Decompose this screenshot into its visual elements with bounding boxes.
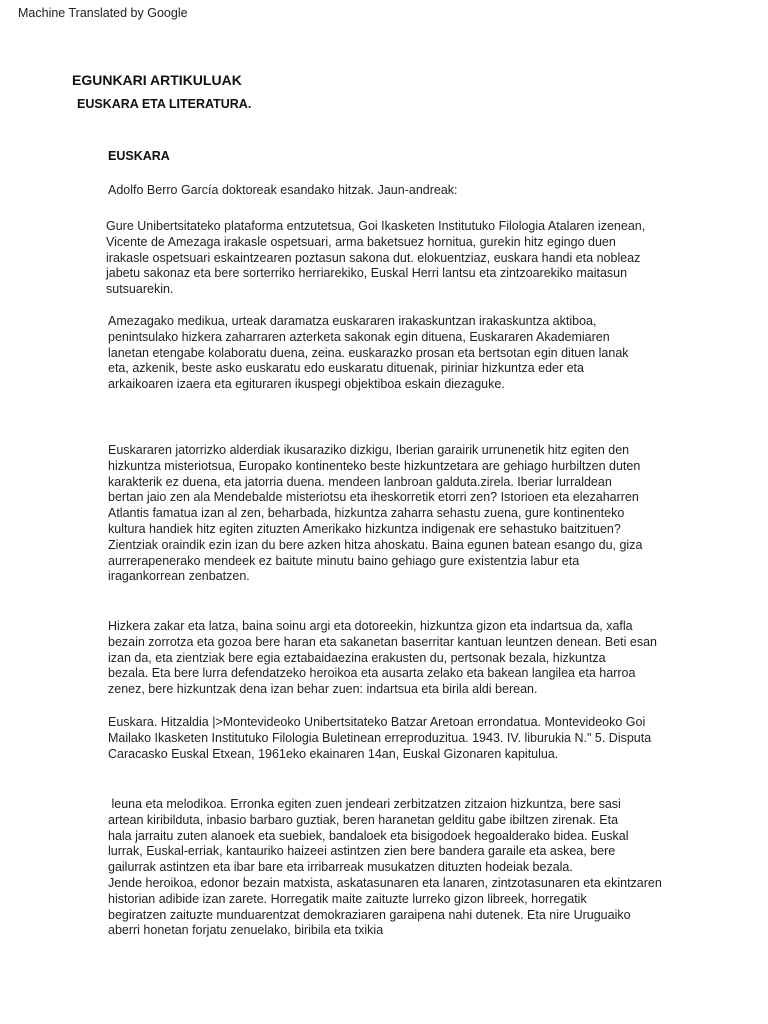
paragraph-line: hizkuntza misteriotsua, Europako kontinenteko beste hizkuntzetara are gehiago hurbiltzen duten: [108, 458, 641, 473]
paragraph-line: kultura handiek hitz egiten zituzten Amerikako hizkuntza indigenak ere sehastuko baitzituen?: [108, 521, 621, 536]
paragraph-line: hala jarraitu zuten alanoek eta suebiek, bandaloek eta bisigodoek hegoalderako bidea. Euskal: [108, 828, 629, 843]
paragraph-line: Euskararen jatorrizko alderdiak ikusaraziko dizkigu, Iberian garairik urrunenetik hitz egiten den: [108, 443, 630, 457]
paragraph-intro: [108, 183, 683, 199]
paragraph-line: Hizkera zakar eta latza, baina soinu argi eta dotoreekin, hizkuntza gizon eta indartsua da, xafla: [108, 619, 633, 633]
paragraph-line: bertan jaio zen ala Mendebalde misteriotsu eta iheskorretik etorri zen? Istorioen eta elezaharren: [108, 490, 639, 505]
paragraph-line: Atlantis famatua izan al zen, beharbada, hizkuntza zaharra sehastu zuena, gure kontinenteko: [108, 506, 625, 521]
paragraph-line: leuna eta melodikoa. Erronka egiten zuen jendeari zerbitzatzen zitzaion hizkuntza, bere sasi: [108, 797, 621, 811]
paragraph-line: Gure Unibertsitateko plataforma entzutetsua, Goi Ikasketen Institutuko Filologia Atalaren izenean,: [106, 219, 646, 233]
paragraph-line: gailurrak astintzen eta ibar bare eta irribarreak musukatzen dituzten hodeiak bezala.: [108, 860, 573, 875]
paragraph-line: Vicente de Amezaga irakasle ospetsuari, arma baketsuez hornitua, gurekin hitz egingo duen: [106, 234, 616, 249]
document-title: EGUNKARI ARTIKULUAK: [72, 72, 242, 88]
paragraph: [108, 619, 683, 698]
document-subtitle: EUSKARA ETA LITERATURA.: [77, 97, 252, 111]
paragraph-line: bezain zorrotza eta gozoa bere haran eta sakanetan baserritar kantuan leuntzen denean. Beti esan: [108, 634, 657, 649]
paragraph-line: bezala. Eta bere lurra defendatzeko heroikoa eta ausarta zelako eta bakean langilea eta harroa: [108, 666, 636, 681]
footnote-paragraph: [108, 715, 683, 762]
paragraph-line: iragankorrean zenbatzen.: [108, 569, 250, 584]
paragraph-line: eta, azkenik, beste asko euskaratu edo euskaratu dituenak, piriniar hizkuntza eder eta: [108, 361, 584, 376]
machine-translation-notice: Machine Translated by Google: [18, 6, 188, 20]
paragraph-line: penintsulako hizkera zaharraren azterketa sakonak egin dituena, Euskararen Akademiaren: [108, 329, 610, 344]
paragraph-line: lurrak, Euskal-erriak, kantauriko haizeei astintzen zien bere bandera garaile eta askea, bere: [108, 844, 616, 859]
paragraph-line: aurrerapenerako mendeek ez baitute minutu baino gehiago gure existentzia labur eta: [108, 553, 580, 568]
paragraph: [106, 219, 681, 298]
paragraph: [108, 314, 683, 393]
paragraph-line: begiratzen zaituzte munduarentzat demokraziaren garaipena nahi dutenek. Eta nire Uruguaiko: [108, 907, 631, 922]
paragraph-line: zenez, bere hizkuntzak dena izan behar zuen: indartsua eta birila aldi berean.: [108, 682, 538, 697]
paragraph-line: arkaikoaren izaera eta egituraren ikuspegi objektiboa eskain diezaguke.: [108, 377, 505, 392]
paragraph-line: sutsuarekin.: [106, 282, 174, 297]
paragraph-line: Mailako Ikasketen Institutuko Filologia Buletinean erreproduzitua. 1943. IV. liburukia N." 5. Disputa: [108, 730, 652, 745]
paragraph-line: Zientziak oraindik ezin izan du bere azken hitza ahoskatu. Baina egunen batean esango du, giza: [108, 537, 643, 552]
paragraph-line: irakasle ospetsuari eskaintzearen poztasun sakona dut. elokuentziaz, euskara handi eta nobleaz: [106, 250, 641, 265]
paragraph-line: Amezagako medikua, urteak daramatza euskararen irakaskuntzan irakaskuntza aktiboa,: [108, 314, 597, 328]
paragraph-line: artean kiribilduta, inbasio barbaro guztiak, beren haranetan gelditu gabe ibiltzen zirenak. Eta: [108, 812, 619, 827]
paragraph-line: Caracasko Euskal Etxean, 1961eko ekainaren 14an, Euskal Gizonaren kapitulua.: [108, 746, 559, 761]
section-heading: EUSKARA: [108, 149, 170, 163]
paragraph-line: izan da, eta zientziak bere egia eztabaidaezina erakusten du, pertsonak bezala, hizkuntza: [108, 650, 606, 665]
paragraph-line: Adolfo Berro García doktoreak esandako hitzak. Jaun-andreak:: [108, 183, 458, 197]
paragraph-line: Euskara. Hitzaldia |>Montevideoko Unibertsitateko Batzar Aretoan errondatua. Montevideoko Goi: [108, 715, 646, 729]
paragraph-line: karakterik ez duena, eta jatorria duena. mendeen lanbroan galduta.zirela. Iberiar lurraldean: [108, 474, 612, 489]
paragraph-line: Jende heroikoa, edonor bezain matxista, askatasunaren eta lanaren, zintzotasunaren eta ekintzaren: [108, 875, 662, 890]
paragraph-line: lanetan etengabe kolaboratu duena, zeina. euskarazko prosan eta bertsotan egin dituen lanak: [108, 345, 629, 360]
paragraph-line: aberri honetan forjatu zenuelako, biribila eta txikia: [108, 923, 384, 938]
paragraph-line: jabetu sakonaz eta bere sorterriko herriarekiko, Euskal Herri lantsu eta zintzoarekiko maitasun: [106, 266, 628, 281]
paragraph: [108, 797, 683, 939]
paragraph: [108, 443, 683, 585]
paragraph-line: historian adibide izan zarete. Horregatik maite zaituzte lurreko gizon libreek, horregatik: [108, 891, 587, 906]
